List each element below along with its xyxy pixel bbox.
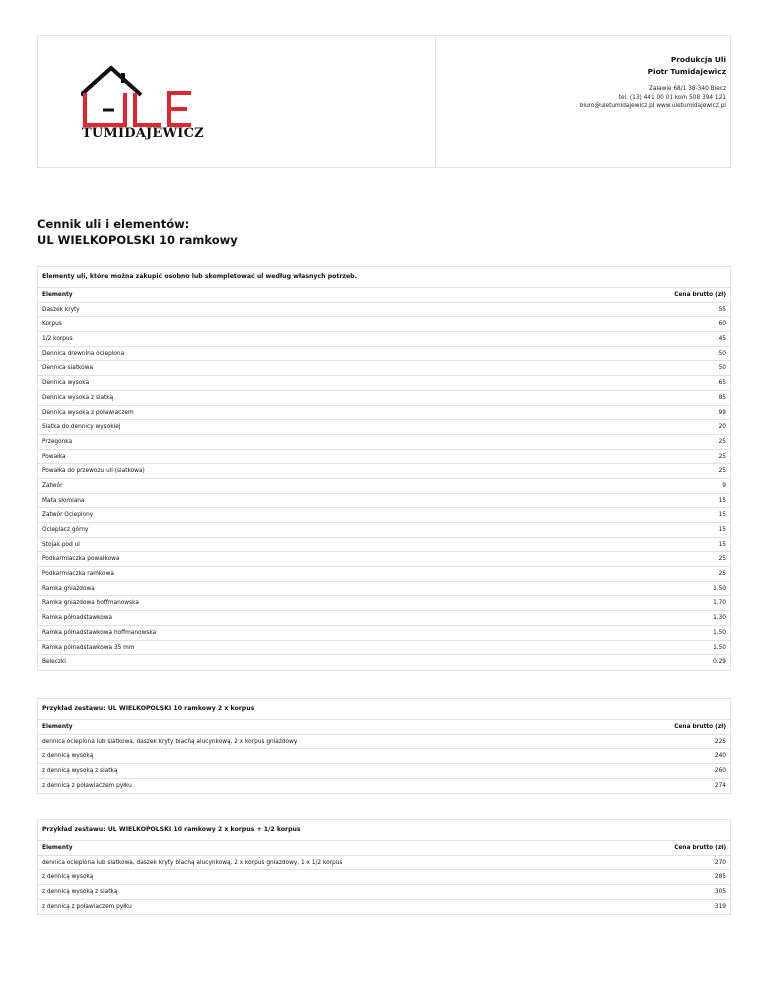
- item-price: 25: [718, 556, 726, 563]
- item-price: 225: [714, 738, 726, 745]
- table-row: [38, 626, 730, 641]
- item-name: z dennicą z poławiaczem pyłku: [42, 782, 132, 789]
- item-price: 15: [718, 527, 726, 533]
- item-price: 319: [714, 903, 726, 910]
- item-name: Ocieplacz górny: [42, 527, 89, 533]
- logo-text: TUMIDAJEWICZ: [82, 126, 204, 141]
- table-row: [38, 464, 730, 479]
- company-address: Zalawie 68/1 38-340 Biecz: [648, 86, 726, 92]
- table-body: [38, 856, 730, 915]
- table-row: [38, 749, 730, 764]
- table-header-row: [38, 720, 730, 735]
- item-name: Dennica drewnina ocieplona: [42, 350, 125, 357]
- item-price: 20: [718, 424, 726, 431]
- item-price: 1.50: [713, 644, 726, 651]
- item-name: z dennicą wysoką: [42, 753, 94, 760]
- header-box: [37, 35, 731, 168]
- table-row: [38, 479, 730, 494]
- section-heading: Przykład zestawu: UL WIELKOPOLSKI 10 ramkowy 2 x korpus + 1/2 korpus: [38, 820, 730, 841]
- table-row: [38, 611, 730, 626]
- table-row: [38, 900, 730, 915]
- item-name: z dennicą z poławiaczem pyłku: [42, 903, 132, 910]
- company-name-line2: Piotr Tumidajewicz: [647, 67, 726, 76]
- price-section-set-2-korpus: [37, 698, 731, 794]
- table-row: [38, 523, 730, 538]
- item-name: Siatka do dennicy wysokiej: [42, 424, 121, 431]
- company-web: biuro@uletumidajewicz.pl www.uletumidajewicz.pl: [579, 103, 726, 109]
- table-row: [38, 538, 730, 553]
- item-price: 85: [718, 394, 726, 401]
- column-header-name: Elementy: [42, 292, 73, 298]
- item-name: Zatwór Ocieplony: [42, 512, 94, 519]
- item-price: 65: [718, 380, 726, 387]
- table-row: [38, 317, 730, 332]
- section-heading: Elementy uli, które można zakupić osobno lub skompletować ul według własnych potrzeb.: [38, 267, 730, 288]
- table-row: [38, 735, 730, 750]
- item-price: 270: [714, 859, 726, 866]
- page-title-line1: Cennik uli i elementów:: [37, 217, 190, 231]
- column-header-price: Cena brutto (zł): [674, 724, 726, 730]
- table-row: [38, 779, 730, 794]
- item-price: 25: [718, 438, 726, 445]
- table-row: [38, 870, 730, 885]
- item-name: Korpus: [42, 321, 62, 328]
- table-row: [38, 764, 730, 779]
- item-price: 60: [718, 321, 726, 328]
- item-name: Daszek kryty: [42, 306, 80, 313]
- item-price: 0.29: [713, 659, 726, 666]
- item-price: 15: [718, 541, 726, 548]
- item-name: Dennica siatkowa: [42, 365, 94, 372]
- table-row: [38, 596, 730, 611]
- item-name: 1/2 korpus: [42, 336, 73, 343]
- table-row: [38, 885, 730, 900]
- item-price: 1.30: [713, 615, 726, 622]
- page-title: [37, 216, 238, 248]
- item-name: dennica ocieplona lub siatkowa, daszek kryty blachą alucynkową, 2 x korpus gniazdowy: [42, 738, 298, 745]
- item-price: 25: [718, 468, 726, 475]
- table-header-row: [38, 288, 730, 303]
- item-name: Ramka półnadstawkowa: [42, 615, 113, 622]
- table-row: [38, 494, 730, 509]
- table-row: [38, 856, 730, 871]
- item-name: Podkarmiaczka powałkowa: [42, 556, 120, 563]
- item-price: 25: [718, 453, 726, 460]
- table-row: [38, 361, 730, 376]
- item-name: Podkarmiaczka ramkowa: [42, 571, 114, 578]
- column-header-name: Elementy: [42, 724, 73, 730]
- item-price: 55: [718, 306, 726, 313]
- column-header-name: Elementy: [42, 845, 73, 851]
- item-price: 15: [718, 512, 726, 519]
- item-price: 50: [718, 365, 726, 372]
- table-body: [38, 735, 730, 794]
- page-title-line2: UL WIELKOPOLSKI 10 ramkowy: [37, 233, 238, 247]
- table-row: [38, 508, 730, 523]
- item-price: 50: [718, 350, 726, 357]
- table-row: [38, 552, 730, 567]
- table-row: [38, 567, 730, 582]
- table-row: [38, 376, 730, 391]
- item-price: 240: [714, 753, 726, 760]
- item-price: 305: [714, 889, 726, 896]
- item-price: 1.70: [713, 600, 726, 607]
- column-header-price: Cena brutto (zł): [674, 292, 726, 298]
- table-row: [38, 303, 730, 318]
- item-price: 274: [714, 782, 726, 789]
- item-name: Ramka gniazdowa hoffmanowska: [42, 600, 139, 607]
- company-info: [580, 54, 726, 111]
- item-name: z dennicą wysoką: [42, 874, 94, 881]
- item-name: dennica ocieplona lub siatkowa, daszek kryty blachą alucynkową, 2 x korpus gniazdowy, 1 x 1/2 korpus: [42, 859, 343, 866]
- table-row: [38, 420, 730, 435]
- item-name: Dennica wysoka z poławiaczem: [42, 409, 134, 416]
- table-row: [38, 391, 730, 406]
- table-row: [38, 655, 730, 670]
- item-name: Mata słomiana: [42, 497, 85, 504]
- item-name: Przegonka: [42, 438, 73, 445]
- table-row: [38, 332, 730, 347]
- company-address-block: [580, 85, 726, 111]
- price-section-elements: [37, 266, 731, 671]
- column-header-price: Cena brutto (zł): [674, 845, 726, 851]
- table-row: [38, 347, 730, 362]
- table-header-row: [38, 841, 730, 856]
- item-name: Dennica wysoka z siatką: [42, 394, 114, 401]
- header-divider: [435, 36, 436, 167]
- table-body: [38, 303, 730, 670]
- item-name: Stojak pod ul: [42, 541, 80, 548]
- table-row: [38, 406, 730, 421]
- table-row: [38, 450, 730, 465]
- item-price: 1.50: [713, 585, 726, 592]
- item-name: Dennica wysoka: [42, 380, 90, 387]
- section-heading: Przykład zestawu: UL WIELKOPOLSKI 10 ramkowy 2 x korpus: [38, 699, 730, 720]
- item-price: 1.50: [713, 629, 726, 636]
- price-section-set-2-korpus-half: [37, 819, 731, 915]
- table-row: [38, 582, 730, 597]
- item-price: 45: [718, 336, 726, 343]
- item-name: Powałka do przewozu uli (siatkowa): [42, 468, 145, 475]
- item-name: Ramka półnadstawkowa 35 mm: [42, 644, 135, 651]
- item-name: Zatwór: [42, 482, 63, 489]
- company-name-line1: Produkcja Uli: [670, 55, 726, 64]
- item-name: z dennicą wysoką z siatką: [42, 768, 118, 775]
- item-price: 25: [718, 571, 726, 578]
- company-phone: tel. (13) 441 00 01 kom 508 394 121: [618, 94, 726, 101]
- item-price: 285: [714, 874, 726, 881]
- table-row: [38, 641, 730, 656]
- item-name: Beleczki: [42, 659, 66, 666]
- item-price: 99: [718, 409, 726, 416]
- item-name: Ramka półnadstawkowa hoffmanowska: [42, 629, 157, 636]
- item-price: 15: [718, 497, 726, 504]
- table-row: [38, 435, 730, 450]
- item-price: 260: [714, 768, 726, 775]
- item-price: 9: [722, 482, 726, 489]
- item-name: Ramka gniazdowa: [42, 585, 95, 592]
- item-name: z dennicą wysoką z siatką: [42, 889, 118, 896]
- item-name: Powałka: [42, 453, 66, 460]
